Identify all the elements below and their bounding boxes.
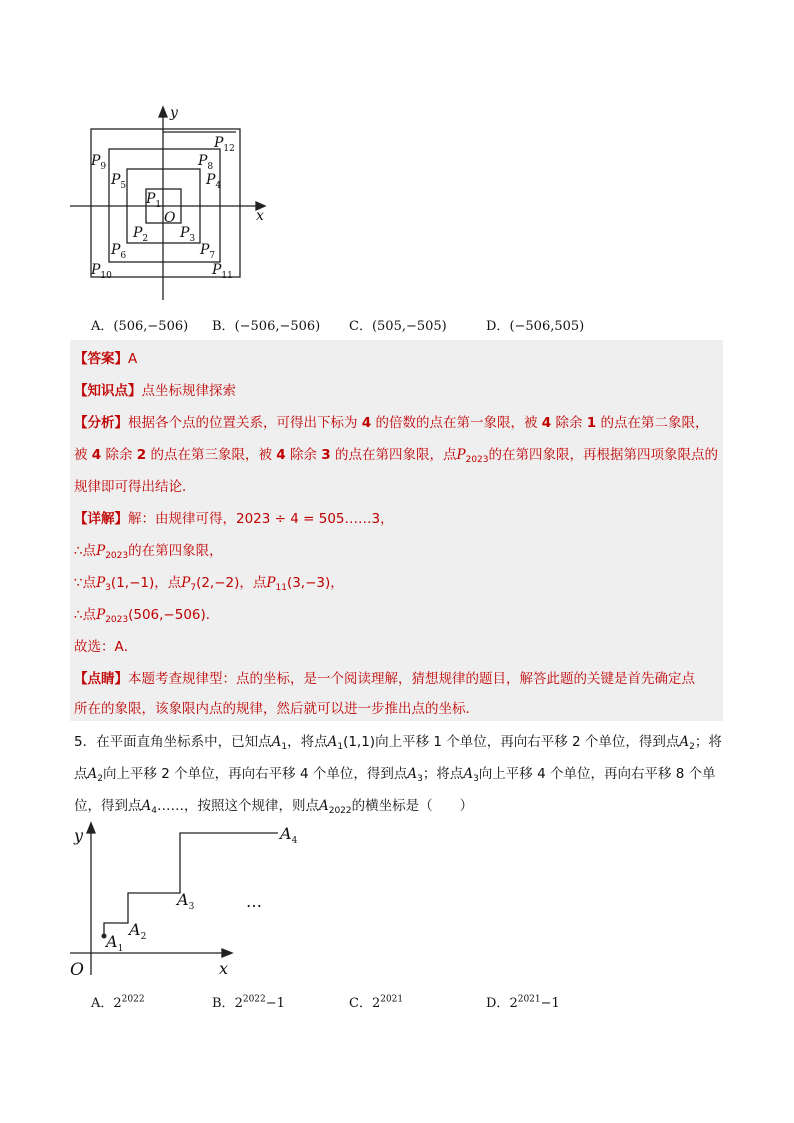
point-label-p11: $P_{11}$	[212, 262, 233, 281]
label-a1: $A_1$	[106, 932, 124, 954]
analysis-line-2: 被 4 除余 2 的点在第三象限，被 4 除余 3 的点在第四象限，点$P_{2023}$的在第四象限，再根据第四项象限点的	[74, 447, 718, 465]
q5-option-b[interactable]: B．$2^{2022}-1$	[212, 994, 285, 1011]
point-label-p1: $P_1$	[146, 191, 162, 210]
point-label-p12: $P_{12}$	[214, 135, 235, 154]
point-label-p5: $P_5$	[111, 172, 127, 191]
analysis-line-3: 规律即可得出结论．	[74, 479, 196, 495]
point-label-p4: $P_4$	[206, 172, 222, 191]
q4-option-a[interactable]: A．(506,−506)	[91, 319, 189, 334]
q5-line-1: 5．在平面直角坐标系中，已知点$A_1$，将点$A_1(1,1)$向上平移 1 个单位，再向右平移 2 个单位，得到点$A_2$；将	[74, 734, 722, 752]
y-axis-label: y	[170, 105, 178, 121]
label-a4: $A_4$	[280, 824, 298, 846]
x-axis-arrow	[222, 949, 232, 957]
comment-line-2: 所在的象限，该象限内点的规律，然后就可以进一步推出点的坐标．	[74, 701, 479, 717]
y-axis-arrow	[159, 107, 167, 117]
q5-option-c[interactable]: C．$2^{2021}$	[349, 994, 404, 1011]
knowledge-line: 【知识点】点坐标规律探索	[74, 383, 236, 399]
detail-line-4: ∴点$P_{2023}(506,-506)$．	[74, 607, 220, 625]
detail-line-2: ∴点$P_{2023}$的在第四象限，	[74, 543, 223, 561]
figure-concentric-rectangles	[60, 95, 290, 305]
origin-label: O	[70, 960, 84, 980]
answer-tag: 【答案】	[74, 351, 128, 367]
x-axis-label: x	[219, 959, 229, 978]
comment-line-1: 【点睛】本题考查规律型：点的坐标，是一个阅读理解，猜想规律的题目，解答此题的关键是首先确定点	[74, 671, 695, 687]
analysis-line-1: 【分析】根据各个点的位置关系，可得出下标为 4 的倍数的点在第一象限，被 4 除余 1 的点在第二象限，	[74, 415, 709, 431]
y-axis-arrow	[87, 823, 95, 833]
point-label-p8: $P_8$	[198, 153, 214, 172]
q4-option-c[interactable]: C．(505,−505)	[349, 319, 447, 334]
label-a2: $A_2$	[129, 920, 147, 942]
point-label-p9: $P_9$	[91, 153, 107, 172]
q5-option-a[interactable]: A．$2^{2022}$	[91, 994, 145, 1011]
q5-option-d[interactable]: D．$2^{2021}-1$	[486, 994, 560, 1011]
point-label-p3: $P_3$	[180, 225, 196, 244]
choice-line: 故选：A．	[74, 639, 138, 655]
detail-line-1: 【详解】解：由规律可得，2023 ÷ 4 = 505……3，	[74, 511, 394, 527]
label-a3: $A_3$	[177, 890, 195, 912]
q4-option-d[interactable]: D．(−506,505)	[486, 319, 585, 334]
q5-line-2: 点$A_2$向上平移 2 个单位，再向右平移 4 个单位，得到点$A_3$；将点$A_3$向上平移 4 个单位，再向右平移 8 个单	[74, 766, 716, 784]
q4-option-b[interactable]: B．(−506,−506)	[212, 319, 321, 334]
answer-line	[74, 347, 137, 367]
y-axis-label: y	[74, 826, 84, 845]
ellipsis: …	[246, 892, 262, 911]
detail-line-3: ∵点$P_3(1,-1)$，点$P_7(2,-2)$，点$P_{11}(3,-3)$，	[74, 575, 344, 593]
answer-value: A	[128, 351, 138, 367]
point-label-p10: $P_{10}$	[91, 262, 112, 281]
q5-line-3: 位，得到点$A_4\dots\dots$，按照这个规律，则点$A_{2022}$的横坐标是（ ）	[74, 798, 474, 816]
origin-label: O	[164, 210, 176, 226]
point-label-p2: $P_2$	[133, 225, 149, 244]
point-label-p6: $P_6$	[111, 242, 127, 261]
figure-staircase	[66, 815, 316, 980]
x-axis-label: x	[256, 208, 264, 224]
point-label-p7: $P_7$	[200, 242, 216, 261]
